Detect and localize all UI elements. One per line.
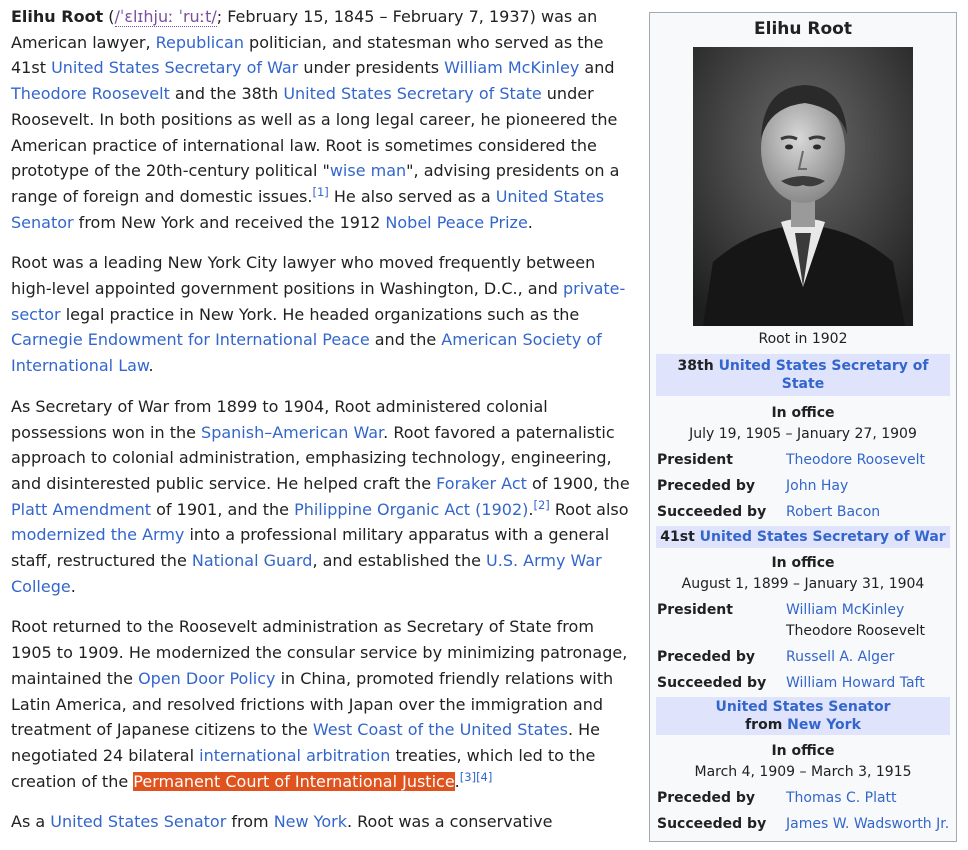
text: . Root favored a paternalistic approach to colonial administration, emphasizing technology, engineering, and disinterested public service. He helped craft the	[11, 422, 615, 493]
in-office-label: In office	[771, 743, 835, 759]
link-president-roosevelt[interactable]: Theodore Roosevelt	[786, 452, 925, 468]
link-spanish-american-war[interactable]: Spanish–American War	[201, 422, 384, 442]
infobox-title: Elihu Root	[754, 19, 852, 39]
lead-paragraph	[11, 4, 637, 235]
link-nobel-peace-prize[interactable]: Nobel Peace Prize	[385, 212, 528, 232]
link-john-hay[interactable]: John Hay	[786, 478, 849, 494]
link-james-wadsworth[interactable]: James W. Wadsworth Jr.	[786, 816, 950, 832]
row-preceded-by	[650, 476, 956, 496]
text: As a	[11, 812, 51, 832]
link-theodore-roosevelt[interactable]: Theodore Roosevelt	[11, 84, 170, 104]
link-office-secretary-of-war[interactable]: United States Secretary of War	[699, 529, 946, 545]
link-us-senator[interactable]: United States Senator	[11, 186, 605, 232]
paragraph-3	[11, 394, 637, 600]
link-office-secretary-of-state[interactable]: United States Secretary of State	[718, 358, 929, 392]
text: . Root was a conservative	[346, 812, 553, 832]
link-secretary-of-state[interactable]: United States Secretary of State	[283, 84, 542, 104]
text: He also served as a	[328, 186, 496, 206]
text: ; February 15, 1845 – February 7, 1937) was an American lawyer,	[11, 7, 598, 52]
link-international-arbitration[interactable]: international arbitration	[199, 745, 391, 765]
in-office-label: In office	[771, 555, 835, 571]
text: .	[70, 576, 76, 596]
text: Root was a leading New York City lawyer who moved frequently between high-level appointed government positions in Washington, D.C., and	[11, 253, 596, 299]
from-label: from	[745, 717, 788, 733]
link-american-society-international-law[interactable]: American Society of International Law	[11, 330, 602, 376]
reference-3[interactable]: [3]	[459, 769, 477, 784]
text: in China, promoted friendly relations with Latin America, and resolved frictions with Japan over the immigration and treatment of Japanese citizens to the	[11, 668, 614, 740]
link-philippine-organic-act[interactable]: Philippine Organic Act (1902)	[294, 499, 529, 519]
text: into a professional military apparatus with a general staff, restructured the	[11, 525, 610, 571]
office-ordinal: 38th	[677, 358, 719, 374]
paren-text: (	[103, 7, 115, 26]
text: and the	[369, 330, 442, 350]
paragraph-5	[11, 809, 637, 835]
succeeded-by-label: Succeeded by	[657, 675, 767, 691]
row-preceded-by	[650, 647, 956, 667]
text: legal practice in New York. He headed organizations such as the	[60, 304, 580, 324]
preceded-by-label: Preceded by	[657, 649, 756, 665]
text: from New York and received the 1912	[73, 212, 386, 232]
text: . He negotiated 24 bilateral	[11, 720, 600, 765]
link-platt-amendment[interactable]: Platt Amendment	[11, 499, 152, 519]
reference-4[interactable]: [4]	[476, 769, 493, 784]
link-us-senator-2[interactable]: United States Senator	[50, 812, 227, 832]
link-national-guard[interactable]: National Guard	[191, 551, 313, 571]
link-russell-alger[interactable]: Russell A. Alger	[786, 649, 895, 665]
succeeded-by-label: Succeeded by	[657, 816, 767, 832]
text: under Roosevelt. In both positions as well as a long legal career, he pioneered the American practice of international law. Root is sometimes considered the prototype of the 20th-century political "	[11, 84, 618, 181]
link-republican[interactable]: Republican	[155, 32, 244, 52]
link-west-coast[interactable]: West Coast of the United States	[312, 720, 568, 740]
text: Root returned to the Roosevelt administration as Secretary of State from 1905 to 1909. He modernized the consular service by minimizing patronage, maintained the	[11, 617, 628, 688]
president-label: President	[657, 602, 733, 618]
link-open-door-policy[interactable]: Open Door Policy	[138, 668, 276, 688]
in-office-label: In office	[771, 405, 835, 421]
link-private-sector[interactable]: private-sector	[11, 279, 626, 324]
text: , and established the	[312, 551, 487, 571]
paragraph-4	[11, 614, 637, 794]
text: and the 38th	[169, 84, 284, 104]
link-william-howard-taft[interactable]: William Howard Taft	[786, 675, 925, 691]
link-robert-bacon[interactable]: Robert Bacon	[786, 504, 881, 520]
preceded-by-label: Preceded by	[657, 478, 756, 494]
office-ordinal: 41st	[660, 529, 700, 545]
row-president	[650, 450, 956, 470]
text: and	[579, 58, 615, 78]
text: treaties, which led to the creation of the	[11, 745, 596, 791]
link-foraker-act[interactable]: Foraker Act	[436, 473, 527, 493]
text: .	[454, 771, 460, 791]
text: .	[527, 212, 533, 232]
text: ", advising presidents on a range of foreign and domestic issues.	[11, 161, 620, 206]
president-values	[786, 600, 950, 641]
article-body	[11, 4, 637, 850]
text: of 1900, the	[526, 473, 630, 493]
link-army-war-college[interactable]: U.S. Army War College	[11, 551, 602, 596]
text: .	[148, 356, 154, 376]
link-president-mckinley[interactable]: William McKinley	[786, 602, 905, 618]
office-dates: August 1, 1899 – January 31, 1904	[681, 576, 925, 592]
link-state-new-york[interactable]: New York	[787, 717, 861, 733]
portrait-caption: Root in 1902	[758, 331, 848, 347]
link-new-york[interactable]: New York	[273, 812, 347, 832]
link-modernized-the-army[interactable]: modernized the Army	[11, 525, 185, 545]
office-header-us-senator	[656, 697, 950, 735]
link-wise-man[interactable]: wise man	[329, 161, 407, 181]
text: .	[528, 499, 534, 519]
row-succeeded-by	[650, 814, 956, 834]
text: under presidents	[298, 58, 445, 78]
link-carnegie-endowment[interactable]: Carnegie Endowment for International Peace	[11, 330, 370, 350]
office-header-secretary-of-war	[656, 526, 950, 548]
text: As Secretary of War from 1899 to 1904, Root administered colonial possessions won in the	[11, 396, 548, 442]
text: of 1901, and the	[151, 499, 295, 519]
president-roosevelt-text: Theodore Roosevelt	[786, 623, 925, 639]
link-thomas-platt[interactable]: Thomas C. Platt	[786, 790, 897, 806]
ipa-pronunciation-link[interactable]: /ˈɛlɪhjuː ˈruːt/	[114, 7, 217, 26]
president-label: President	[657, 452, 733, 468]
text: Root also	[549, 499, 629, 519]
article-subject: Elihu Root	[11, 7, 104, 26]
reference-1[interactable]: [1]	[312, 184, 329, 199]
infobox	[649, 12, 957, 842]
row-preceded-by	[650, 788, 956, 808]
succeeded-by-label: Succeeded by	[657, 504, 767, 520]
row-succeeded-by	[650, 673, 956, 693]
link-william-mckinley[interactable]: William McKinley	[444, 58, 580, 78]
office-dates: July 19, 1905 – January 27, 1909	[689, 426, 917, 442]
link-secretary-of-war[interactable]: United States Secretary of War	[51, 58, 299, 78]
portrait-image[interactable]	[693, 47, 913, 326]
paragraph-2	[11, 250, 637, 379]
row-succeeded-by	[650, 502, 956, 522]
office-dates: March 4, 1909 – March 3, 1915	[694, 764, 912, 780]
reference-2[interactable]: [2]	[533, 497, 550, 512]
row-president	[650, 600, 956, 641]
text: politician, and statesman who served as the 41st	[11, 32, 604, 78]
office-header-secretary-of-state	[656, 354, 950, 396]
text: from	[226, 812, 274, 832]
highlighted-link-permanent-court[interactable]: Permanent Court of International Justice	[133, 771, 455, 791]
link-office-us-senator[interactable]: United States Senator	[715, 699, 891, 715]
preceded-by-label: Preceded by	[657, 790, 756, 806]
